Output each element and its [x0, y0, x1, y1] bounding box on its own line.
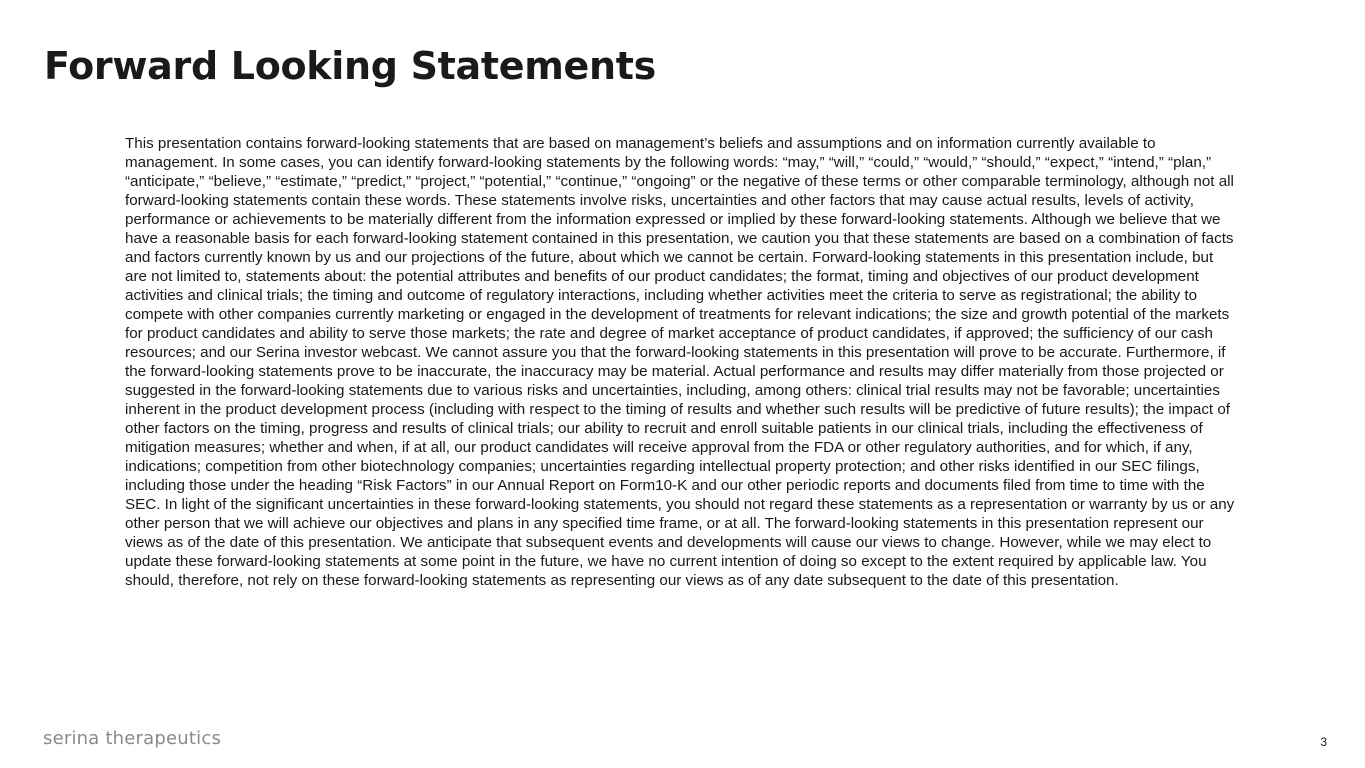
disclaimer-paragraph: This presentation contains forward-looking statements that are based on management’s beliefs and assumptions and on information currently available to management. In some cases, you can identify forward-looking statements by the following words: “may,” “will,” “could,” “would,” “should,” “expect,” “intend,” “plan,” “anticipate,” “believe,” “estimate,” “predict,” “project,” “potential,” “continue,” “ongoing” or the negative of these terms or other comparable terminology, although not all forward-looking statements contain these words. These statements involve risks, uncertainties and other factors that may cause actual results, levels of activity, performance or achievements to be materially different from the information expressed or implied by these forward-looking statements. Although we believe that we have a reasonable basis for each forward-looking statement contained in this presentation, we caution you that these statements are based on a combination of facts and factors currently known by us and our projections of the future, about which we cannot be certain. Forward-looking statements in this presentation include, but are not limited to, statements about: the potential attributes and benefits of our product candidates; the format, timing and objectives of our product development activities and clinical trials; the timing and outcome of regulatory interactions, including whether activities meet the criteria to serve as registrational; the ability to compete with other companies currently marketing or engaged in the development of treatments for relevant indications; the size and growth potential of the markets for product candidates and ability to serve those markets; the rate and degree of market acceptance of product candidates, if approved; the sufficiency of our cash resources; and our Serina investor webcast. We cannot assure you that the forward-looking statements in this presentation will prove to be accurate. Furthermore, if the forward-looking statements prove to be inaccurate, the inaccuracy may be material. Actual performance and results may differ materially from those projected or suggested in the forward-looking statements due to various risks and uncertainties, including, among others: clinical trial results may not be favorable; uncertainties inherent in the product development process (including with respect to the timing of results and whether such results will be predictive of future results); the impact of other factors on the timing, progress and results of clinical trials; our ability to recruit and enroll suitable patients in our clinical trials, including the effectiveness of mitigation measures; whether and when, if at all, our product candidates will receive approval from the FDA or other regulatory authorities, and for which, if any, indications; competition from other biotechnology companies; uncertainties regarding intellectual property protection; and other risks identified in our SEC filings, including those under the heading “Risk Factors” in our Annual Report on Form10-K and our other periodic reports and documents filed from time to time with the SEC. In light of the significant uncertainties in these forward-looking statements, you should not regard these statements as a representation or warranty by us or any other person that we will achieve our objectives and plans in any specified time frame, or at all. The forward-looking statements in this presentation represent our views as of the date of this presentation. We anticipate that subsequent events and developments will cause our views to change. However, while we may elect to update these forward-looking statements at some point in the future, we have no current intention of doing so except to the extent required by applicable law. You should, therefore, not rely on these forward-looking statements as representing our views as of any date subsequent to the date of this presentation.: [125, 135, 1235, 589]
page-number: 3: [1320, 735, 1327, 749]
slide-title: Forward Looking Statements: [44, 44, 656, 88]
company-logo: serina therapeutics: [43, 728, 222, 749]
